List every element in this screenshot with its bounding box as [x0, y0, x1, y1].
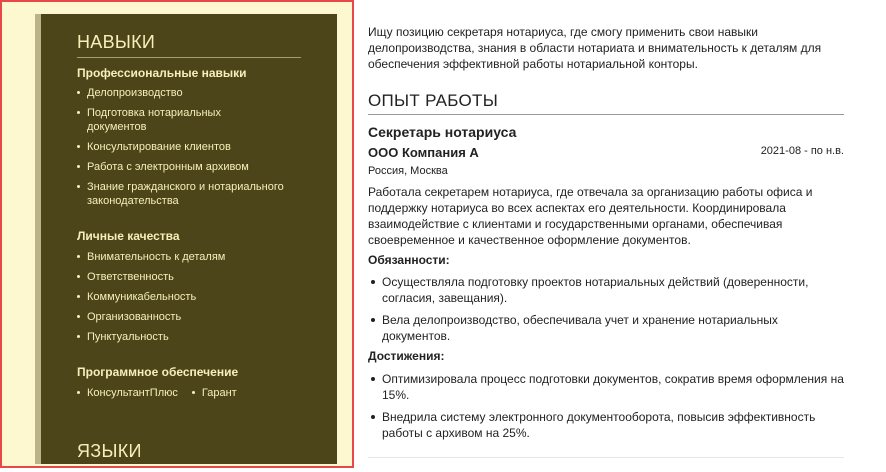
- list-item: Оптимизировала процесс подготовки документов, сократив время оформления на 15%.: [368, 371, 844, 403]
- job-dates: 2021-08 - по н.в.: [760, 145, 844, 157]
- list-item: Подготовка нотариальных документов: [77, 106, 237, 134]
- job-description: Работала секретарем нотариуса, где отвечала за организацию работы офиса и поддержку нотариуса во всех аспектах его деятельности. Координировала взаимодействие с клиентами и государственными органами, обеспечивая своевременное и качественное оформление документов.: [368, 185, 813, 247]
- list-item: Осуществляла подготовку проектов нотариальных действий (доверенности, согласия, завещания).: [368, 274, 844, 306]
- achievements-heading: Достижения:: [368, 349, 445, 363]
- list-item: Ответственность: [77, 270, 307, 284]
- list-item: Внедрила систему электронного документооборота, повысив эффективность работы с архивом на 25%.: [368, 409, 844, 441]
- professional-skills-list: [77, 86, 307, 208]
- job-title: Секретарь нотариуса: [368, 124, 517, 140]
- list-item: Пунктуальность: [77, 330, 307, 344]
- professional-skills-heading: Профессиональные навыки: [77, 66, 247, 80]
- software-heading: Программное обеспечение: [77, 365, 239, 379]
- list-item: Делопроизводство: [77, 86, 307, 100]
- company-name: ООО Компания А: [368, 145, 479, 160]
- left-frame: [0, 0, 354, 468]
- duties-heading: Обязанности:: [368, 253, 450, 267]
- software-list: [77, 386, 251, 400]
- list-item: Вела делопроизводство, обеспечивала учет и хранение нотариальных документов.: [368, 312, 844, 344]
- list-item: Гарант: [192, 386, 237, 400]
- experience-divider: [368, 114, 844, 115]
- list-item: Работа с электронным архивом: [77, 160, 307, 174]
- list-item: Организованность: [77, 310, 307, 324]
- personal-qualities-list: [77, 250, 307, 344]
- list-item: Знание гражданского и нотариального законодательства: [77, 180, 287, 208]
- achievements-list: [368, 371, 844, 447]
- experience-heading: ОПЫТ РАБОТЫ: [368, 91, 499, 110]
- bottom-divider: [368, 457, 844, 458]
- skills-divider: [77, 57, 301, 58]
- list-item: Коммуникабельность: [77, 290, 307, 304]
- list-item: Внимательность к деталям: [77, 250, 307, 264]
- list-item: Консультирование клиентов: [77, 140, 307, 154]
- skills-heading: НАВЫКИ: [77, 32, 156, 52]
- sidebar-panel: [35, 14, 337, 464]
- list-item: КонсультантПлюс: [77, 386, 178, 400]
- job-location: Россия, Москва: [368, 165, 448, 177]
- personal-qualities-heading: Личные качества: [77, 229, 180, 243]
- languages-heading: ЯЗЫКИ: [77, 441, 142, 461]
- duties-list: [368, 274, 844, 350]
- summary-text: Ищу позицию секретаря нотариуса, где смогу применить свои навыки делопроизводства, знания в области нотариата и внимательность к деталям для обеспечения эффективной работы нотариальной конторы.: [368, 25, 822, 71]
